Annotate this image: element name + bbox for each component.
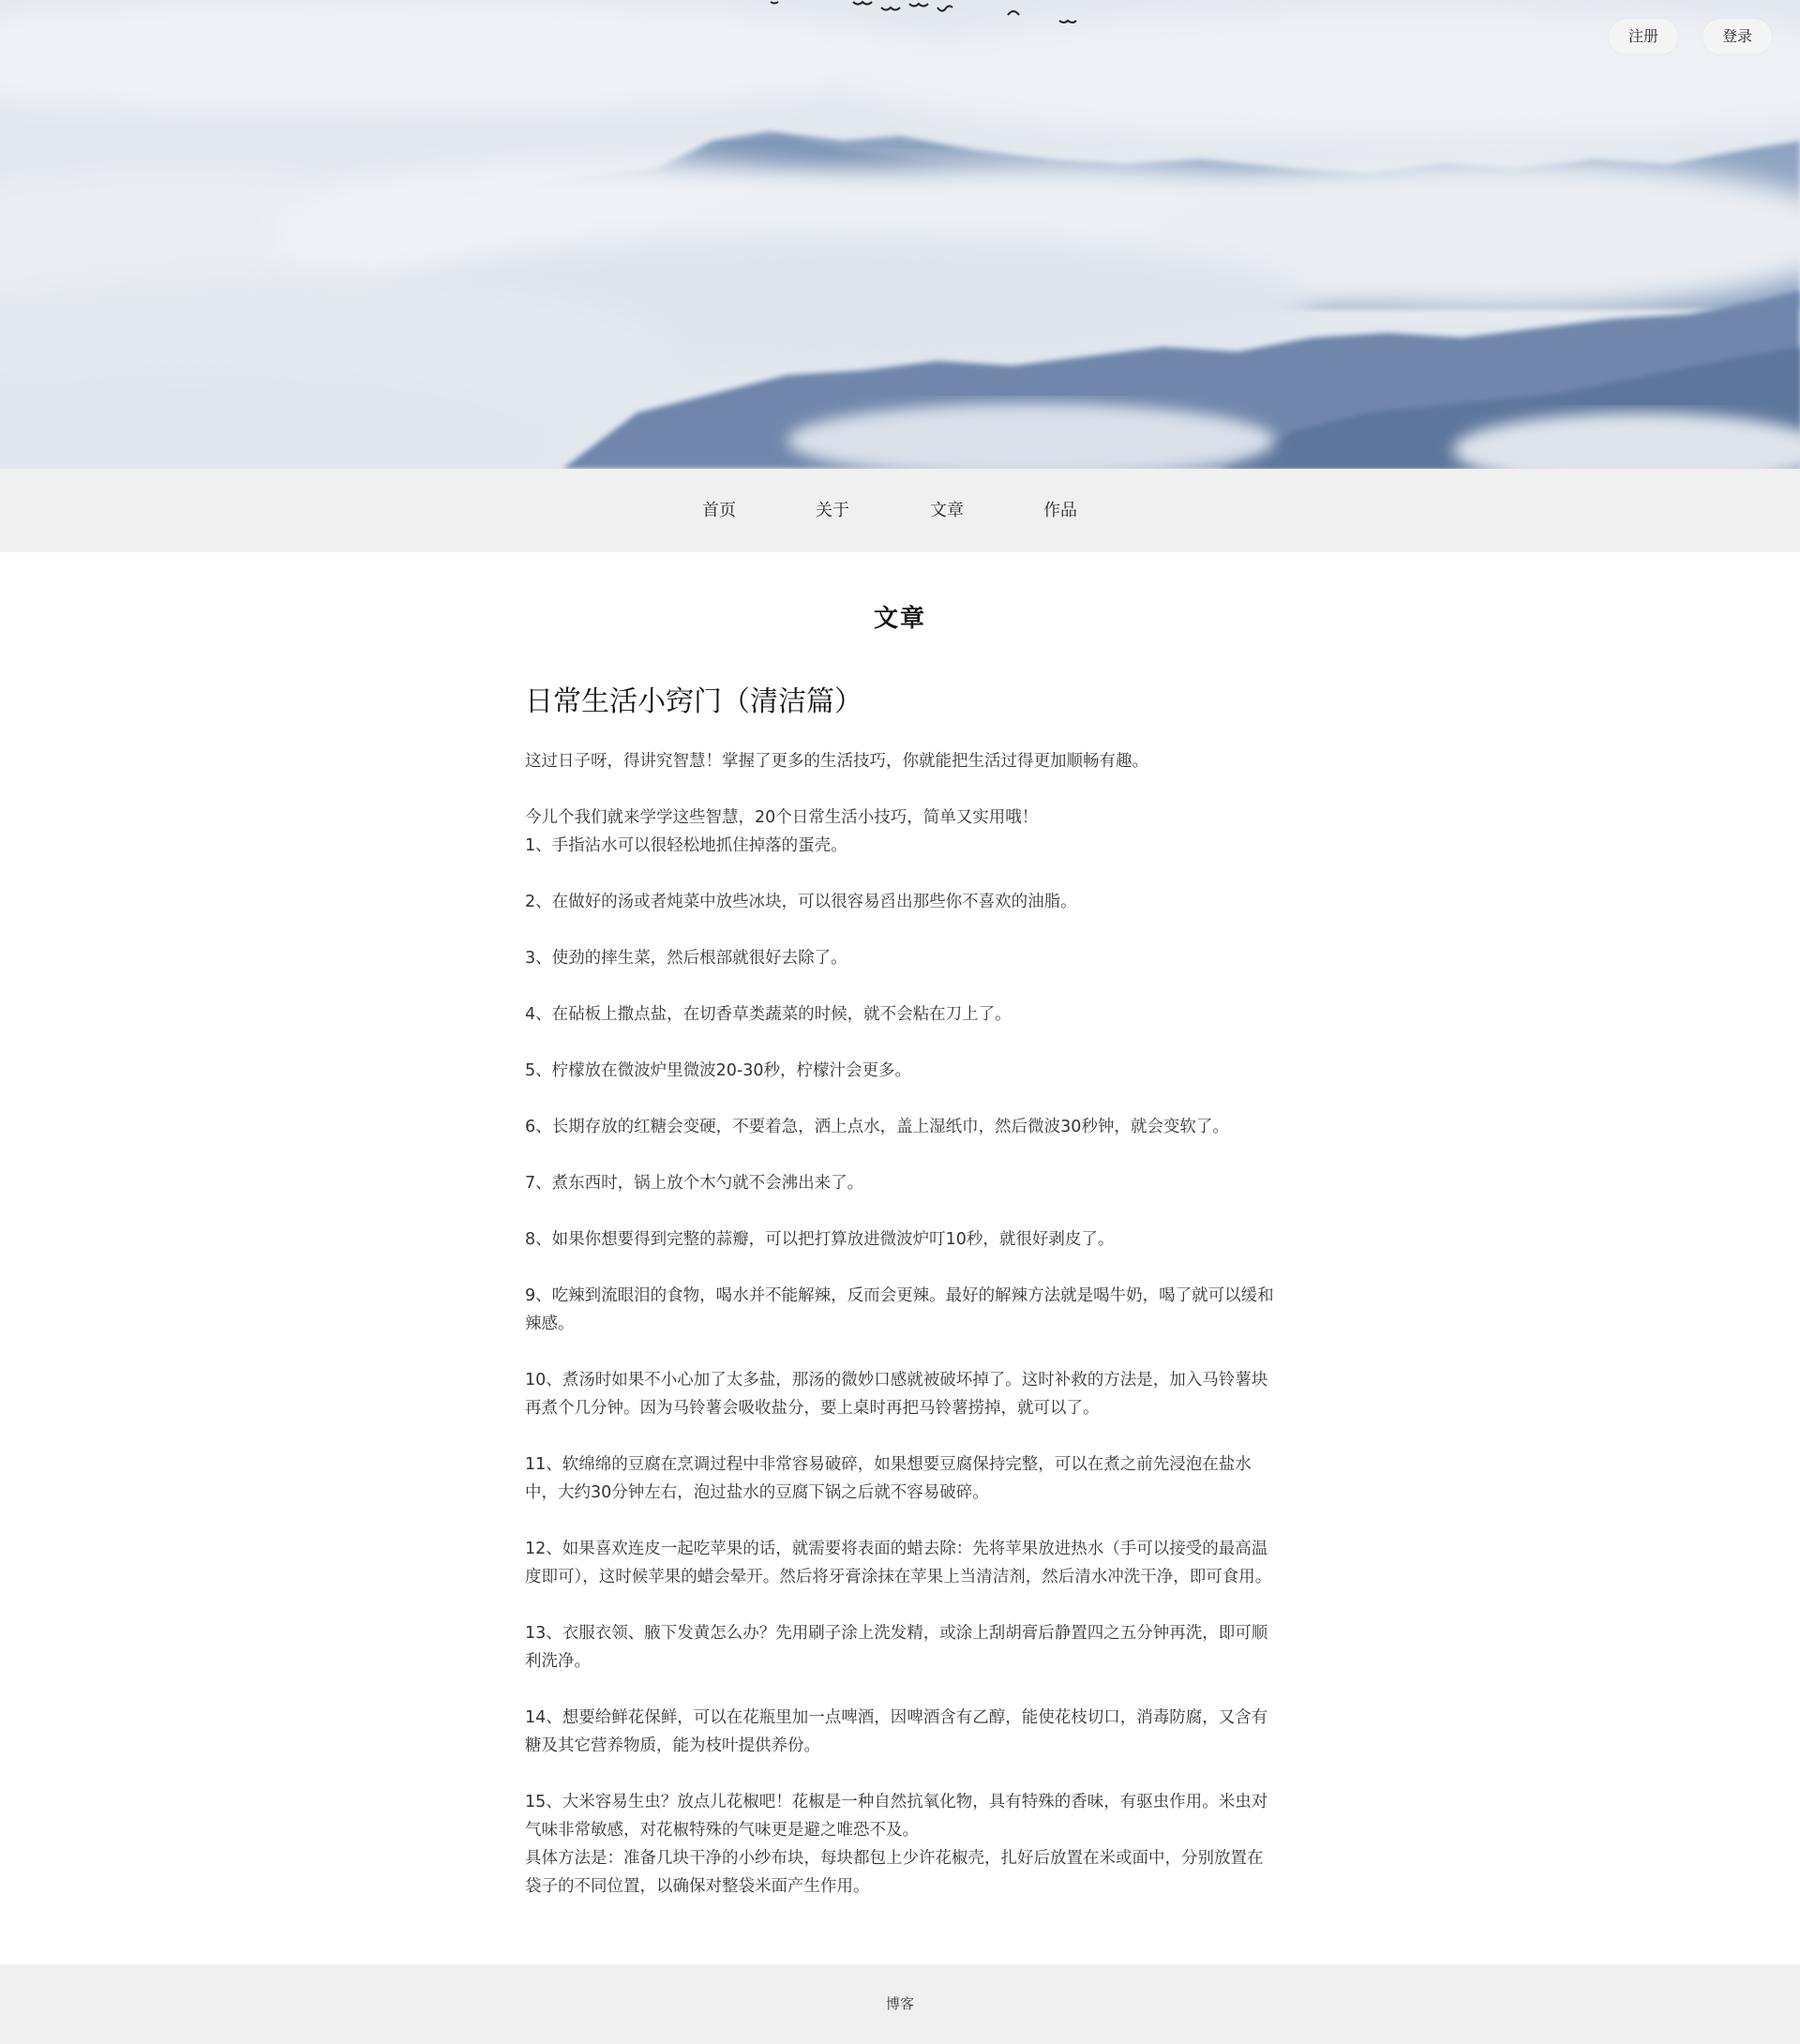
article-paragraph: 9、吃辣到流眼泪的食物，喝水并不能解辣，反而会更辣。最好的解辣方法就是喝牛奶，喝了就可以缓和辣感。: [525, 1286, 1274, 1333]
main-nav: [0, 469, 1800, 552]
footer-text: 博客: [885, 1995, 914, 2012]
article-paragraph: 6、长期存放的红糖会变硬，不要着急，洒上点水，盖上湿纸巾，然后微波30秒钟，就会变软了。: [525, 1118, 1229, 1136]
hero-banner: [0, 0, 1800, 469]
article-paragraph: 5、柠檬放在微波炉里微波20-30秒，柠檬汁会更多。: [525, 1061, 911, 1080]
register-button[interactable]: 注册: [1609, 19, 1678, 54]
article-body: [525, 747, 1275, 1901]
auth-buttons: [1609, 19, 1772, 54]
nav-item-home[interactable]: 首页: [702, 501, 736, 520]
article-paragraph: 8、如果你想要得到完整的蒜瓣，可以把打算放进微波炉叮10秒，就很好剥皮了。: [525, 1230, 1115, 1249]
article-paragraph: 11、软绵绵的豆腐在烹调过程中非常容易破碎，如果想要豆腐保持完整，可以在煮之前先浸泡在盐水中，大约30分钟左右，泡过盐水的豆腐下锅之后就不容易破碎。: [525, 1455, 1252, 1502]
article-paragraph: 14、想要给鲜花保鲜，可以在花瓶里加一点啤酒，因啤酒含有乙醇，能使花枝切口，消毒防腐，又含有糖及其它营养物质，能为枝叶提供养份。: [525, 1708, 1268, 1755]
nav-item-articles[interactable]: 文章: [930, 501, 964, 520]
article-paragraph: 3、使劲的摔生菜，然后根部就很好去除了。: [525, 949, 848, 968]
mountain-cloud-image: [0, 0, 1800, 469]
article-paragraph: 13、衣服衣领、腋下发黄怎么办？先用刷子涂上洗发精，或涂上刮胡膏后静置四之五分钟再洗，即可顺利洗净。: [525, 1624, 1268, 1671]
article-paragraph: 这过日子呀，得讲究智慧！掌握了更多的生活技巧，你就能把生活过得更加顺畅有趣。: [525, 752, 1148, 771]
article-paragraph: 12、如果喜欢连皮一起吃苹果的话，就需要将表面的蜡去除：先将苹果放进热水（手可以接受的最高温度即可），这时候苹果的蜡会晕开。然后将牙膏涂抹在苹果上当清洁剂，然后清水冲洗干净，即可食用。: [525, 1540, 1272, 1586]
article-paragraph: 2、在做好的汤或者炖菜中放些冰块，可以很容易舀出那些你不喜欢的油脂。: [525, 893, 1077, 911]
article-paragraph: 今儿个我们就来学学这些智慧，20个日常生活小技巧，简单又实用哦！ 1、手指沾水可以很轻松地抓住掉落的蛋壳。: [525, 808, 1039, 855]
article-title: 日常生活小窍门（清洁篇）: [525, 685, 862, 718]
nav-item-about[interactable]: 关于: [816, 501, 849, 520]
article-paragraph: 4、在砧板上撒点盐，在切香草类蔬菜的时候，就不会粘在刀上了。: [525, 1005, 1012, 1024]
page-title: 文章: [873, 605, 926, 633]
nav-item-works[interactable]: 作品: [1043, 501, 1077, 520]
main-content: [0, 552, 1800, 1964]
article-paragraph: 15、大米容易生虫？放点儿花椒吧！花椒是一种自然抗氧化物，具有特殊的香味，有驱虫作用。米虫对气味非常敏感，对花椒特殊的气味更是避之唯恐不及。 具体方法是：准备几块干净的小纱布块，每块都包上少许花椒壳，扎好后放置在米或面中，分别放置在袋子的不同位置，以确保对整袋米面产生作用。: [525, 1793, 1268, 1896]
login-button[interactable]: 登录: [1702, 19, 1772, 54]
article-paragraph: 7、煮东西时，锅上放个木勺就不会沸出来了。: [525, 1174, 864, 1193]
footer: [0, 1964, 1800, 2044]
article: [525, 684, 1275, 1901]
article-paragraph: 10、煮汤时如果不小心加了太多盐，那汤的微妙口感就被破坏掉了。这时补救的方法是，加入马铃薯块再煮个几分钟。因为马铃薯会吸收盐分，要上桌时再把马铃薯捞掉，就可以了。: [525, 1371, 1268, 1418]
